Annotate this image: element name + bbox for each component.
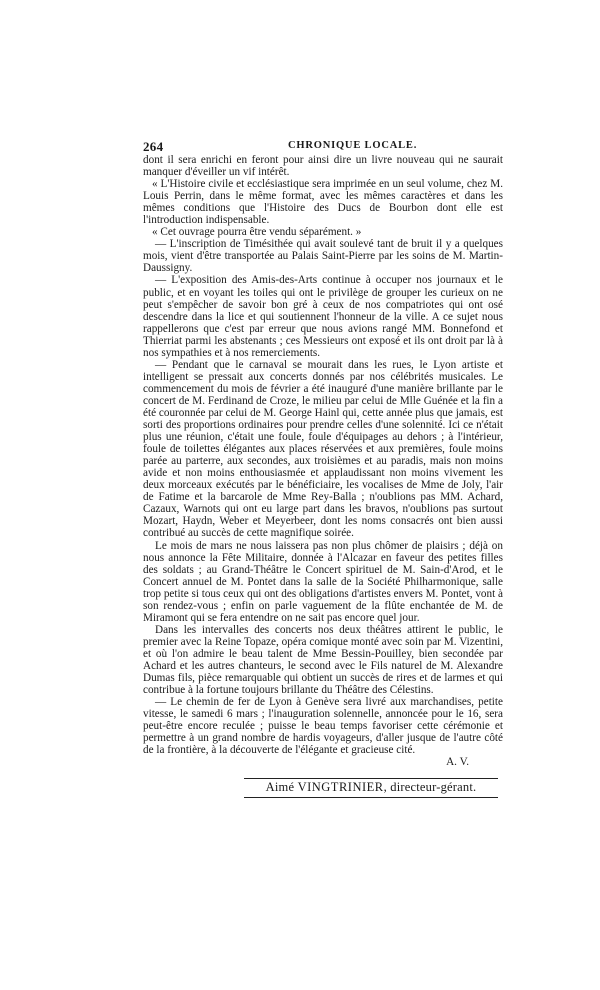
paragraph: dont il sera enrichi en feront pour ainsi dire un livre nouveau qui ne saurait manquer d'éveiller un vif intérêt. <box>143 154 503 179</box>
paragraph: — L'exposition des Amis-des-Arts continue à occuper nos journaux et le public, et en voyant les toiles qui ont le privilège de grouper les curieux on ne peut s'empêcher de savoir bon gré à ceux de nos compatriotes qui ont osé descendre dans la lice et qui soutiennent l'honneur de la ville. A ce sujet nous rappellerons que c'est par erreur que nous avions rangé MM. Bonnefond et Thierriat parmi les abstenants ; ces Messieurs ont exposé et ils ont droit par là à nos sympathies et à nos remerciements. <box>143 274 503 359</box>
page-header <box>143 139 503 153</box>
paragraph: — L'inscription de Timésithée qui avait soulevé tant de bruit il y a quelques mois, vient d'être transportée au Palais Saint-Pierre par les soins de M. Martin-Daussigny. <box>143 238 503 275</box>
publisher-last-name: VINGTRINIER <box>297 780 384 794</box>
paragraph: — Le chemin de fer de Lyon à Genève sera livré aux marchandises, petite vitesse, le samedi 6 mars ; l'inauguration solennelle, annoncée pour le 16, sera peut-être encore reculée ; puisse le beau temps favoriser cette cérémonie et permettre à un grand nombre de hardis voyageurs, d'aller jusque de l'autre côté de la frontière, à la découverte de l'élégante et gracieuse cité. <box>143 696 503 757</box>
text-column <box>143 139 503 768</box>
divider-top <box>244 778 498 779</box>
running-title: CHRONIQUE LOCALE. <box>288 140 418 151</box>
paragraph: Dans les intervalles des concerts nos deux théâtres attirent le public, le premier avec la Reine Topaze, opéra comique monté avec soin par M. Vizentini, et où l'on admire le beau talent de Mme Bessin-Pouilley, bien secondée par Achard et les autres chanteurs, le second avec le Fils naturel de M. Alexandre Dumas fils, pièce remarquable qui obtient un succès de rires et de larmes et qui contribue à la fortune toujours brillante du Théâtre des Célestins. <box>143 623 503 697</box>
paragraph: « Cet ouvrage pourra être vendu séparément. » <box>152 226 362 239</box>
publisher-line <box>244 780 498 795</box>
signoff-line <box>143 756 503 768</box>
publisher-first-name: Aimé <box>265 780 295 794</box>
paragraph: Le mois de mars ne nous laissera pas non plus chômer de plaisirs ; déjà on nous annonce la Fête Militaire, donnée à l'Alcazar en faveur des petites filles des soldats ; au Grand-Théâtre le Concert spirituel de M. Sain-d'Arod, et le Concert annuel de M. Pontet dans la salle de la Société Philharmonique, salle trop petite si tous ceux qui ont des obligations d'artistes envers M. Pontet, vont à son rendez-vous ; enfin on parle vaguement de la flûte enchantée de M. de Miramont qui se fera entendre on ne sait pas encore quel jour. <box>143 539 503 624</box>
page-number: 264 <box>143 139 164 154</box>
publisher-role: , directeur-gérant. <box>383 780 477 794</box>
paragraph: — Pendant que le carnaval se mourait dans les rues, le Lyon artiste et intelligent se pressait aux concerts donnés par nos célébrités musicales. Le commencement du mois de février a été inauguré d'une manière brillante par le concert de M. Ferdinand de Croze, le milieu par celui de Mlle Guénée et la fin a été couronnée par celui de M. George Hainl qui, cette année plus que jamais, est sorti des proportions ordinaires pour prendre celles d'une solennité. Ici ce n'était plus une réunion, c'était une foule, foule d'équipages au dehors ; à l'intérieur, foule de toilettes élégantes aux places réservées et aux premières, foule moins parée au parterre, aux secondes, aux troisièmes et au paradis, mais non moins avide et non moins enthousiasmée et applaudissant non moins vivement les deux morceaux exécutés par le bénéficiaire, les vocalises de Mme de Joly, l'air de Fatime et la barcarole de Mme Rey-Balla ; n'oublions pas MM. Achard, Cazaux, Warnots qui ont eu large part dans les bravos, n'oublions pas surtout Mozart, Haydn, Weber et Meyerbeer, dont les noms consacrés ont bien aussi contribué au succès de cette magnifique soirée. <box>143 358 503 540</box>
divider-bottom <box>244 797 498 798</box>
author-initials: A. V. <box>446 756 469 769</box>
paragraph: « L'Histoire civile et ecclésiastique sera imprimée en un seul volume, chez M. Louis Perrin, dans le même format, avec les mêmes caractères et dans les mêmes conditions que l'Histoire des Ducs de Bourbon dont elle est l'introduction indispensable. <box>143 178 503 227</box>
